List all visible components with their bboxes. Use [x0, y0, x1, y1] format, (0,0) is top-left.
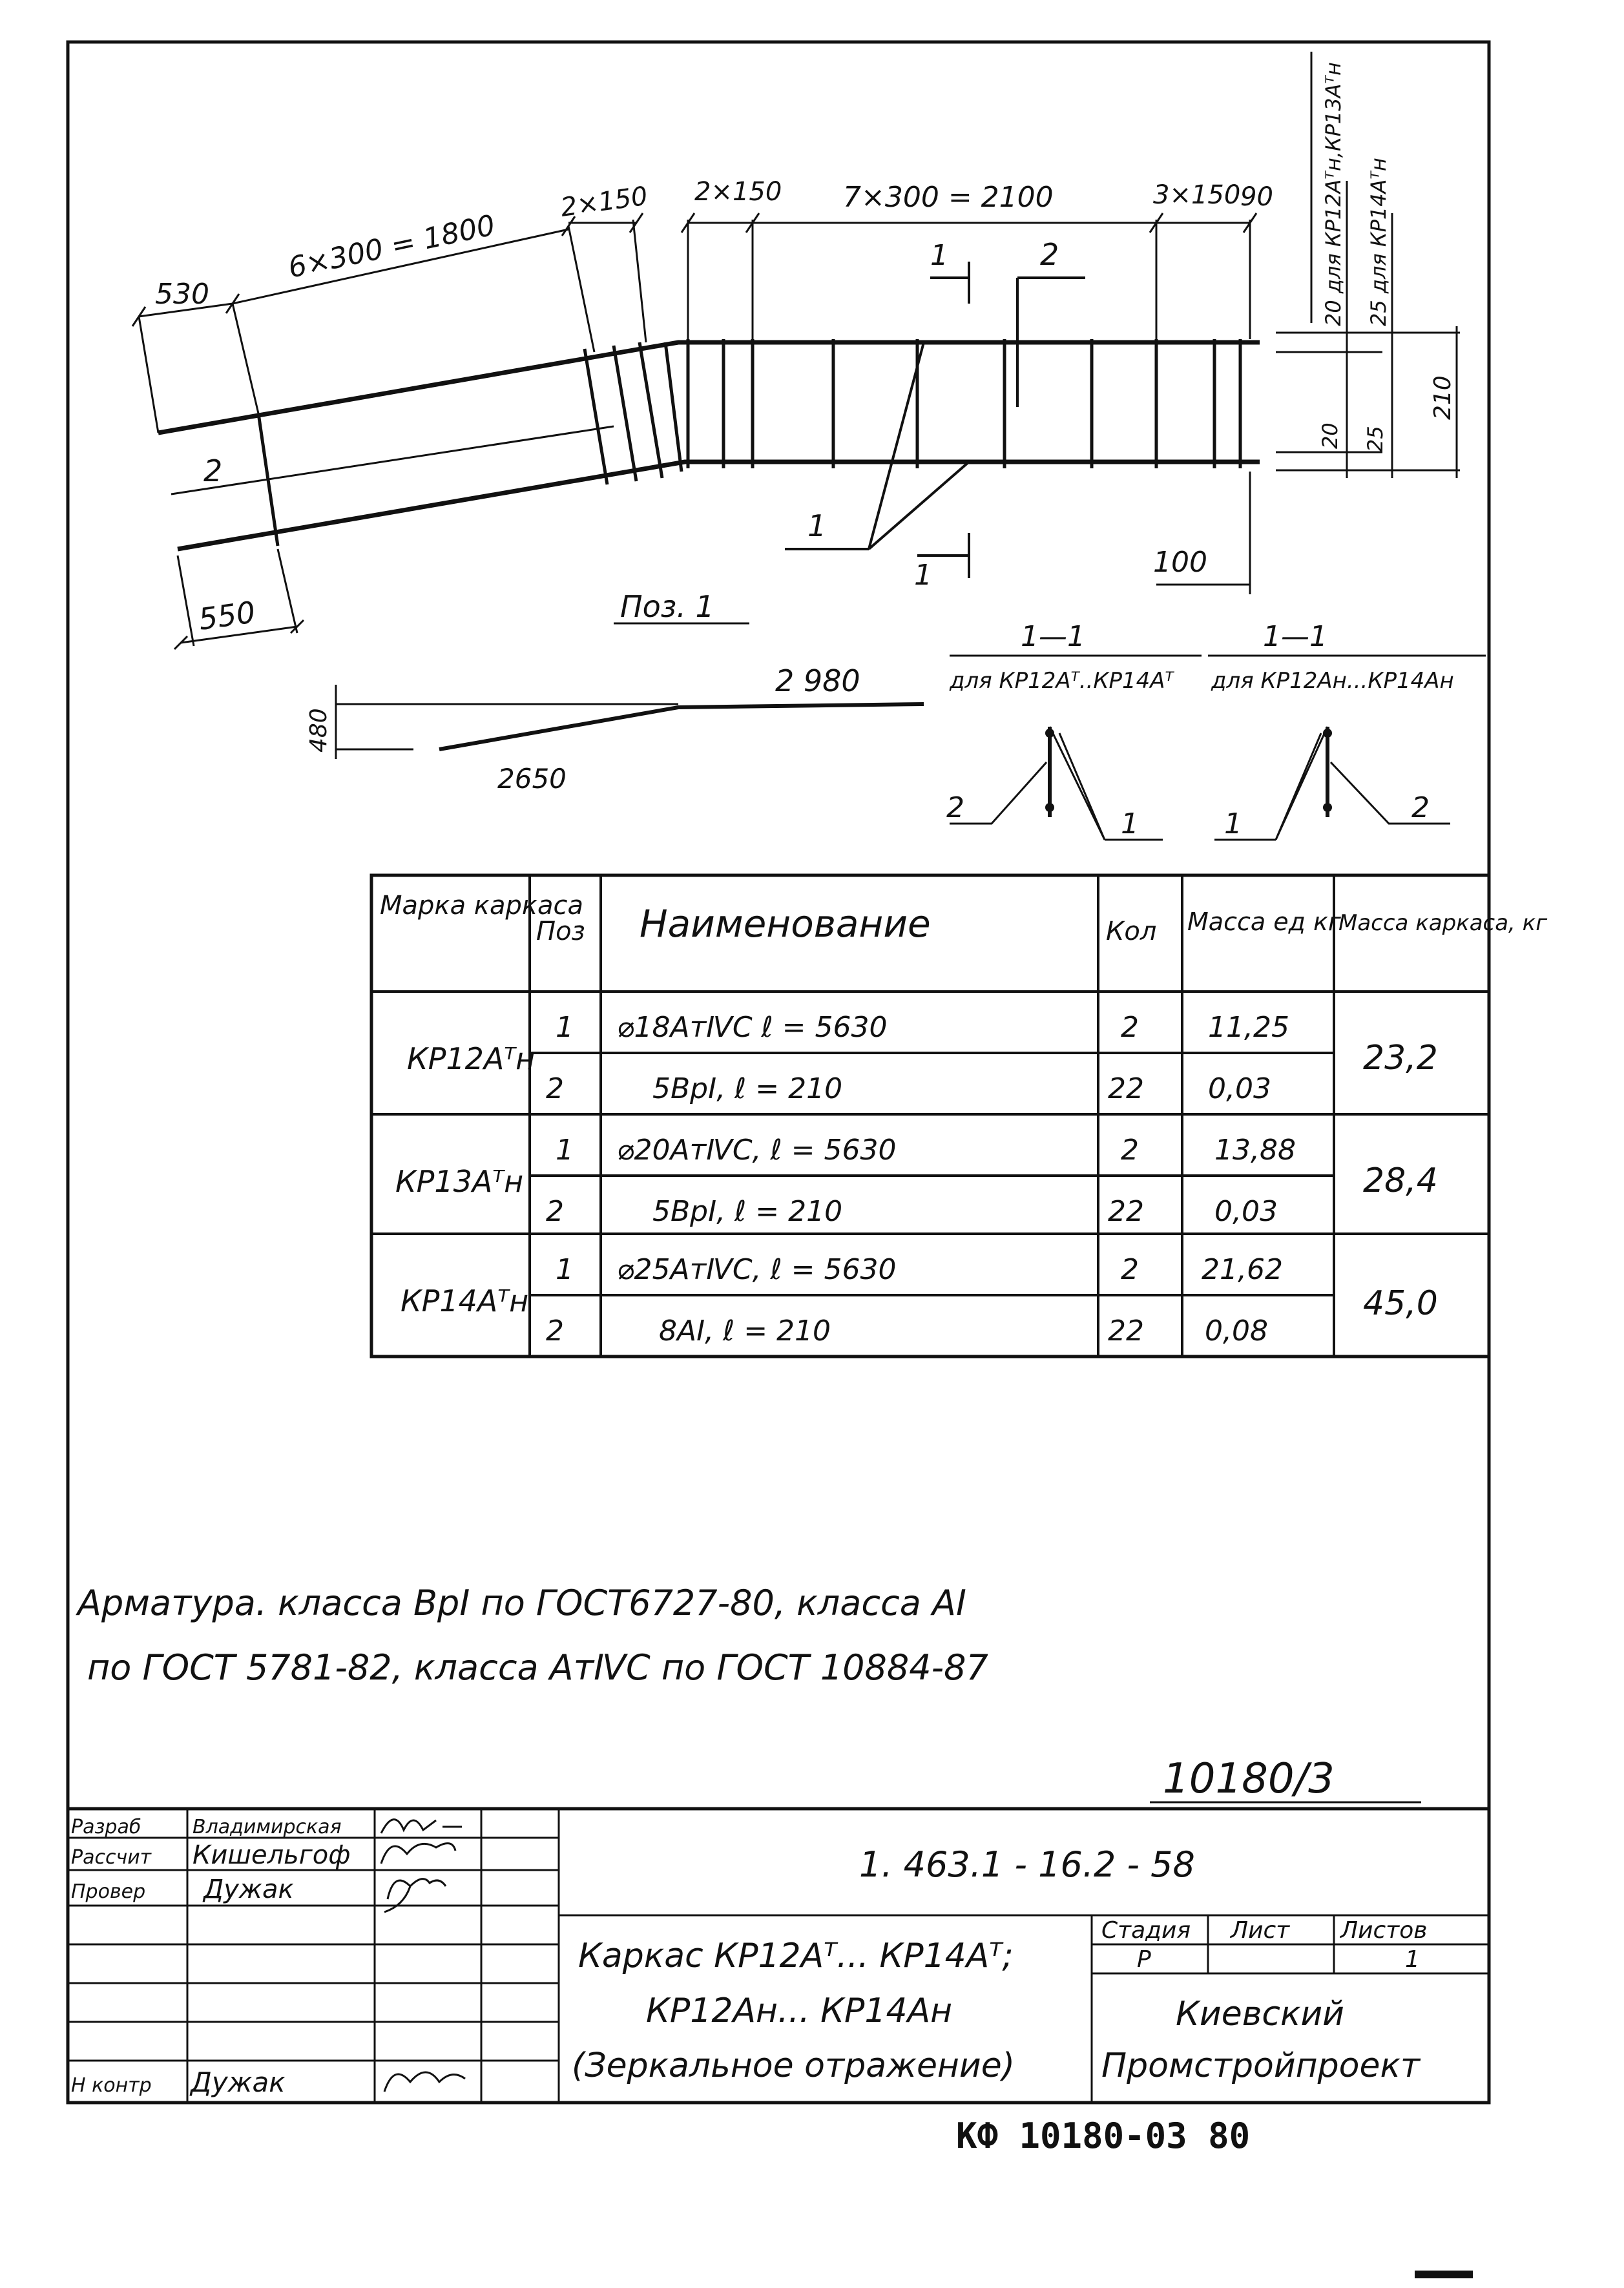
label-pos1: 1: [807, 508, 827, 543]
sheet-reference: 10180/3: [1163, 1755, 1335, 1803]
signature-2: [381, 1844, 455, 1864]
role-norm-control: Н контр: [71, 2074, 152, 2097]
group2-row2-name: 5ВрⅠ, ℓ = 210: [652, 1195, 843, 1228]
group3-row2-pos: 2: [546, 1315, 564, 1347]
group1-row2-qty: 22: [1108, 1072, 1144, 1105]
signature-3: [384, 1879, 446, 1912]
section-mark-bottom: 1: [914, 559, 932, 592]
dim-25: 25: [1363, 426, 1388, 452]
stage-label: Стадия: [1101, 1917, 1191, 1944]
group2-row2-pos: 2: [546, 1195, 564, 1228]
bend-dim-2650: 2650: [497, 763, 567, 795]
group2-row1-name: ⌀20АтⅣС, ℓ = 5630: [617, 1134, 897, 1167]
title-block: [68, 1809, 1489, 2103]
group2-row1-mass: 13,88: [1214, 1134, 1296, 1167]
title-line-2: КР12Ан... КР14Ан: [646, 1992, 953, 2030]
section2-label-2: 2: [1411, 791, 1430, 824]
group3-row1-qty: 2: [1121, 1253, 1139, 1286]
group1-row1-qty: 2: [1121, 1011, 1139, 1044]
dim-90: 90: [1240, 182, 1273, 212]
group3-row1-mass: 21,62: [1202, 1253, 1283, 1286]
bend-dim-480: 480: [306, 708, 332, 753]
footer-code: КФ 10180-03 80: [956, 2116, 1251, 2156]
section-views: [946, 620, 1486, 840]
group2-row1-pos: 1: [556, 1134, 574, 1167]
section2-label-1: 1: [1224, 807, 1242, 840]
sheet-label: Лист: [1231, 1917, 1290, 1944]
dim-2x150-left: 2×150: [558, 181, 650, 223]
label-pos2: 2: [203, 453, 223, 488]
group1-total: 23,2: [1363, 1039, 1438, 1077]
dim-210: 210: [1430, 375, 1456, 420]
document-designation: 1. 463.1 - 16.2 - 58: [859, 1844, 1195, 1885]
dim-6x300: 6×300 = 1800: [285, 209, 498, 285]
vertical-note-a: 20 для КР12Аᵀн,КР13Аᵀн: [1321, 62, 1346, 326]
dim-7x300: 7×300 = 2100: [843, 181, 1054, 214]
group2-total: 28,4: [1363, 1161, 1438, 1200]
dim-530: 530: [155, 278, 209, 311]
note-line-2: по ГОСТ 5781-82, класса АтⅣС по ГОСТ 10884-87: [87, 1647, 988, 1688]
dim-3x150: 3×150: [1153, 180, 1241, 210]
title-line-1: Каркас КР12Аᵀ... КР14Аᵀ;: [578, 1937, 1014, 1975]
section1-label-2: 2: [946, 791, 964, 824]
header-pos: Поз: [536, 917, 585, 946]
group1-row1-name: ⌀18АтⅣС ℓ = 5630: [617, 1011, 888, 1044]
group1-row2-mass: 0,03: [1208, 1072, 1271, 1105]
group2-row2-mass: 0,03: [1214, 1195, 1278, 1228]
header-total-mass: Масса каркаса, кг: [1338, 910, 1548, 936]
group1-row1-mass: 11,25: [1208, 1011, 1289, 1044]
group1-row2-pos: 2: [546, 1072, 564, 1105]
group1-row2-name: 5ВрⅠ, ℓ = 210: [652, 1072, 843, 1105]
section2-title: 1—1: [1263, 620, 1327, 653]
name-developer: Владимирская: [193, 1816, 342, 1838]
sheets-value: 1: [1405, 1946, 1420, 1973]
name-norm-control: Дужак: [191, 2066, 286, 2098]
header-unit-mass: Масса ед кг: [1187, 908, 1341, 936]
group2-row2-qty: 22: [1108, 1195, 1144, 1228]
group1-row1-pos: 1: [556, 1011, 574, 1044]
stage-value: Р: [1137, 1946, 1151, 1973]
group3-mark: КР14Аᵀн: [401, 1284, 529, 1318]
header-name: Наименование: [640, 902, 931, 946]
signature-1: [381, 1820, 462, 1833]
group2-row1-qty: 2: [1121, 1134, 1139, 1167]
spec-table: [371, 875, 1548, 1357]
group3-row2-qty: 22: [1108, 1315, 1144, 1347]
role-checked: Провер: [71, 1880, 146, 1903]
organization-line-1: Киевский: [1176, 1995, 1344, 2033]
role-calculated: Рассчит: [71, 1846, 152, 1869]
header-mark: Марка каркаса: [380, 891, 584, 920]
section1-label-1: 1: [1121, 807, 1139, 840]
group3-row2-name: 8АⅠ, ℓ = 210: [659, 1315, 831, 1347]
group3-row1-pos: 1: [556, 1253, 574, 1286]
group3-total: 45,0: [1363, 1284, 1438, 1323]
dim-20: 20: [1318, 422, 1342, 449]
sheets-label: Листов: [1340, 1917, 1428, 1944]
scan-mark: [1415, 2271, 1473, 2278]
note-line-1: Арматура. класса ВрⅠ по ГОСТ6727-80, класса АⅠ: [78, 1583, 966, 1623]
organization-line-2: Промстройпроект: [1101, 2046, 1421, 2085]
signature-4: [384, 2072, 465, 2092]
elevation-view: [132, 52, 1460, 649]
group2-mark: КР13Аᵀн: [395, 1164, 524, 1199]
name-calculated: Кишельгоф: [193, 1840, 351, 1870]
bend-dim-2980: 2 980: [775, 663, 860, 698]
position-title: Поз. 1: [620, 589, 714, 624]
group1-mark: КР12Аᵀн: [407, 1041, 536, 1076]
section1-title: 1—1: [1021, 620, 1085, 653]
role-developer: Разраб: [71, 1816, 141, 1838]
group3-row2-mass: 0,08: [1205, 1315, 1268, 1347]
section1-subtitle: для КР12Аᵀ..КР14Аᵀ: [950, 668, 1174, 694]
title-line-3: (Зеркальное отражение): [572, 2046, 1015, 2085]
group3-row1-name: ⌀25АтⅣС, ℓ = 5630: [617, 1253, 897, 1286]
callout-pos2: 2: [1040, 237, 1059, 272]
vertical-note-b: 25 для КР14Аᵀн: [1366, 158, 1391, 326]
section2-subtitle: для КР12Ан...КР14Ан: [1211, 668, 1454, 694]
dim-2x150-right: 2×150: [694, 177, 782, 207]
header-qty: Кол: [1106, 917, 1157, 946]
dim-100: 100: [1153, 546, 1207, 579]
bent-bar-view: [306, 663, 924, 795]
name-checked: Дужак: [203, 1875, 294, 1904]
dim-550: 550: [196, 594, 258, 637]
section-mark-top: 1: [930, 239, 948, 272]
